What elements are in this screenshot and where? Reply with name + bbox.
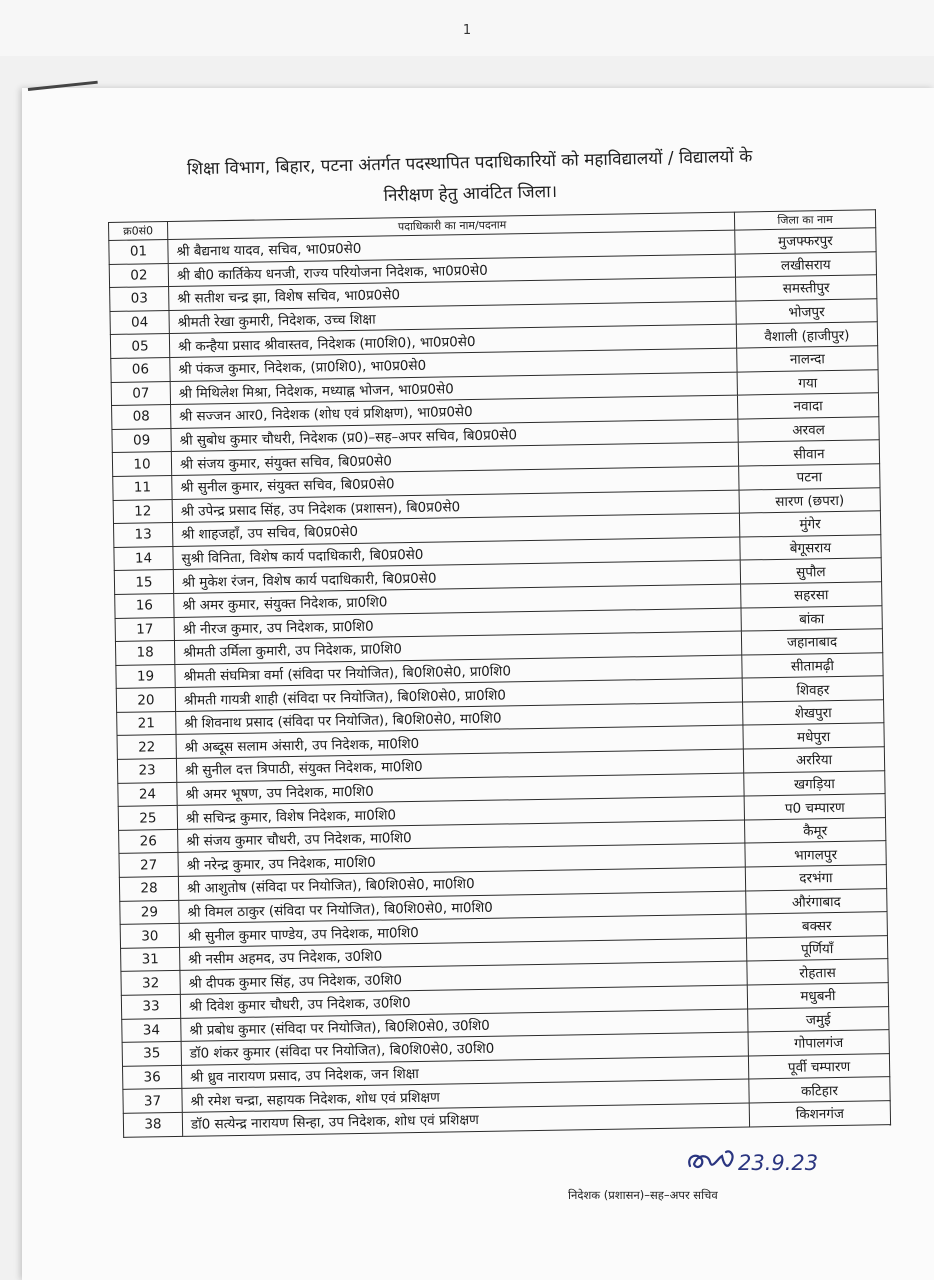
row-district: मुजफ्फरपुर <box>735 228 876 254</box>
row-serial: 06 <box>111 357 170 382</box>
row-officer: श्री सचिन्द्र कुमार, विशेष निदेशक, मा0शि0 <box>177 796 744 829</box>
row-serial: 32 <box>121 971 180 996</box>
row-serial: 26 <box>119 829 178 854</box>
row-district: पटना <box>739 464 880 490</box>
row-serial: 05 <box>110 334 169 359</box>
row-officer: श्री कन्हैया प्रसाद श्रीवास्तव, निदेशक (मा0शि0), भा0प्र0से0 <box>169 324 736 357</box>
row-officer: श्री अमर कुमार, संयुक्त निदेशक, प्रा0शि0 <box>174 584 741 617</box>
row-serial: 01 <box>109 240 168 265</box>
row-officer: श्री रमेश चन्द्रा, सहायक निदेशक, शोध एवं प्रशिक्षण <box>182 1079 749 1112</box>
row-district: लखीसराय <box>735 251 876 277</box>
row-serial: 18 <box>115 641 174 666</box>
row-district: दरभंगा <box>745 865 886 891</box>
row-serial: 30 <box>120 924 179 949</box>
allocation-table <box>108 209 891 1137</box>
row-district: बांका <box>741 605 882 631</box>
row-officer: श्रीमती रेखा कुमारी, निदेशक, उच्च शिक्षा <box>169 301 736 334</box>
row-officer: श्री शिवनाथ प्रसाद (संविदा पर नियोजित), बि0शि0से0, मा0शि0 <box>176 702 743 735</box>
row-serial: 24 <box>118 782 177 807</box>
row-officer: श्री मुकेश रंजन, विशेष कार्य पदाधिकारी, बि0प्र0से0 <box>173 560 740 593</box>
row-district: जहानाबाद <box>741 629 882 655</box>
row-district: अररिया <box>743 747 884 773</box>
row-district: प0 चम्पारण <box>744 794 885 820</box>
row-officer: श्री बैद्यनाथ यादव, सचिव, भा0प्र0से0 <box>168 230 735 263</box>
row-district: बक्सर <box>746 912 887 938</box>
row-district: मधेपुरा <box>743 723 884 749</box>
row-serial: 31 <box>121 947 180 972</box>
row-officer: श्री प्रबोध कुमार (संविदा पर नियोजित), बि0शि0से0, उ0शि0 <box>181 1009 748 1042</box>
row-serial: 14 <box>114 546 173 571</box>
row-district: सीतामढ़ी <box>742 652 883 678</box>
page-number: 1 <box>0 0 934 56</box>
row-officer: डॉ0 सत्येन्द्र नारायण सिन्हा, उप निदेशक, शोध एवं प्रशिक्षण <box>182 1103 749 1136</box>
row-officer: श्री सुनील दत्त त्रिपाठी, संयुक्त निदेशक, मा0शि0 <box>176 749 743 782</box>
row-district: खगड़िया <box>744 770 885 796</box>
row-serial: 08 <box>112 405 171 430</box>
row-officer: श्री नीरज कुमार, उप निदेशक, प्रा0शि0 <box>174 608 741 641</box>
row-district: गोपालगंज <box>748 1030 889 1056</box>
row-serial: 36 <box>122 1065 181 1090</box>
allocation-table-wrapper <box>108 209 891 1137</box>
row-serial: 11 <box>113 475 172 500</box>
row-officer: श्री सुनील कुमार पाण्डेय, उप निदेशक, मा0शि0 <box>179 914 746 947</box>
row-serial: 37 <box>123 1089 182 1114</box>
row-officer: श्री दिवेश कुमार चौधरी, उप निदेशक, उ0शि0 <box>180 985 747 1018</box>
title-line-2: निरीक्षण हेतु आवंटित जिला। <box>383 182 558 206</box>
row-officer: श्री अब्दूस सलाम अंसारी, उप निदेशक, मा0शि0 <box>176 726 743 759</box>
row-serial: 22 <box>117 735 176 760</box>
row-serial: 13 <box>114 523 173 548</box>
row-officer: श्री बी0 कार्तिकेय धनजी, राज्य परियोजना निदेशक, भा0प्र0से0 <box>168 254 735 287</box>
row-district: औरंगाबाद <box>746 888 887 914</box>
row-serial: 28 <box>119 876 178 901</box>
row-serial: 03 <box>110 287 169 312</box>
row-district: अरवल <box>738 416 879 442</box>
row-serial: 35 <box>122 1042 181 1067</box>
row-officer: श्रीमती संघमित्रा वर्मा (संविदा पर नियोजित), बि0शि0से0, प्रा0शि0 <box>175 655 742 688</box>
signature-date: 23.9.23 <box>738 1151 819 1175</box>
row-district: भोजपुर <box>736 299 877 325</box>
row-officer: श्री सतीश चन्द्र झा, विशेष सचिव, भा0प्र0से0 <box>169 277 736 310</box>
row-district: सीवान <box>738 440 879 466</box>
row-serial: 09 <box>112 428 171 453</box>
row-officer: श्री अमर भूषण, उप निदेशक, मा0शि0 <box>177 773 744 806</box>
row-serial: 23 <box>117 759 176 784</box>
row-officer: श्री ध्रुव नारायण प्रसाद, उप निदेशक, जन शिक्षा <box>181 1056 748 1089</box>
row-officer: श्री शाहजहाँ, उप सचिव, बि0प्र0से0 <box>172 513 739 546</box>
row-serial: 04 <box>110 310 169 335</box>
row-officer: श्री विमल ठाकुर (संविदा पर नियोजित), बि0शि0से0, मा0शि0 <box>179 891 746 924</box>
row-district: सहरसा <box>741 582 882 608</box>
row-officer: श्री सज्जन आर0, निदेशक (शोध एवं प्रशिक्षण), भा0प्र0से0 <box>171 395 738 428</box>
row-serial: 02 <box>109 263 168 288</box>
row-district: सुपौल <box>740 558 881 584</box>
row-officer: श्री नसीम अहमद, उप निदेशक, उ0शि0 <box>180 938 747 971</box>
row-district: पूर्णियाँ <box>746 935 887 961</box>
row-serial: 29 <box>120 900 179 925</box>
row-district: जमुई <box>748 1006 889 1032</box>
title-line-1: शिक्षा विभाग, बिहार, पटना अंतर्गत पदस्थापित पदाधिकारियों को महाविद्यालयों / विद्यालयों के <box>186 146 753 180</box>
row-officer: श्री सुबोध कुमार चौधरी, निदेशक (प्र0)–सह–अपर सचिव, बि0प्र0से0 <box>171 419 738 452</box>
row-officer: श्री नरेन्द्र कुमार, उप निदेशक, मा0शि0 <box>178 843 745 876</box>
row-officer: श्री पंकज कुमार, निदेशक, (प्रा0शि0), भा0प्र0से0 <box>170 348 737 381</box>
signature <box>684 1140 854 1180</box>
row-serial: 27 <box>119 853 178 878</box>
signatory-designation: निदेशक (प्रशासन)–सह–अपर सचिव <box>568 1188 718 1202</box>
header-district: जिला का नाम <box>734 210 875 230</box>
row-serial: 16 <box>115 593 174 618</box>
row-serial: 15 <box>114 570 173 595</box>
row-serial: 12 <box>113 499 172 524</box>
row-district: किशनगंज <box>749 1101 890 1127</box>
row-district: नवादा <box>737 393 878 419</box>
row-officer: श्री दीपक कुमार सिंह, उप निदेशक, उ0शि0 <box>180 961 747 994</box>
row-serial: 10 <box>112 452 171 477</box>
row-serial: 33 <box>121 994 180 1019</box>
row-district: गया <box>737 369 878 395</box>
row-district: शिवहर <box>742 676 883 702</box>
row-district: भागलपुर <box>745 841 886 867</box>
row-district: समस्तीपुर <box>736 275 877 301</box>
row-officer: श्री सुनील कुमार, संयुक्त सचिव, बि0प्र0से0 <box>172 466 739 499</box>
row-officer: श्री संजय कुमार चौधरी, उप निदेशक, मा0शि0 <box>178 820 745 853</box>
row-officer: सुश्री विनिता, विशेष कार्य पदाधिकारी, बि0प्र0से0 <box>173 537 740 570</box>
header-serial: क्र0सं0 <box>109 222 168 241</box>
table-body <box>109 228 891 1137</box>
row-officer: श्री उपेन्द्र प्रसाद सिंह, उप निदेशक (प्रशासन), बि0प्र0से0 <box>172 490 739 523</box>
row-officer: श्रीमती गायत्री शाही (संविदा पर नियोजित), बि0शि0से0, प्रा0शि0 <box>175 678 742 711</box>
row-district: पूर्वी चम्पारण <box>748 1053 889 1079</box>
row-serial: 38 <box>123 1112 182 1137</box>
row-district: कटिहार <box>749 1077 890 1103</box>
row-district: बेगूसराय <box>740 534 881 560</box>
row-district: शेखपुरा <box>743 700 884 726</box>
row-district: नालन्दा <box>737 346 878 372</box>
row-serial: 34 <box>122 1018 181 1043</box>
row-serial: 07 <box>111 381 170 406</box>
row-district: रोहतास <box>747 959 888 985</box>
row-serial: 25 <box>118 806 177 831</box>
row-officer: श्री आशुतोष (संविदा पर नियोजित), बि0शि0से0, मा0शि0 <box>178 867 745 900</box>
row-officer: श्री मिथिलेश मिश्रा, निदेशक, मध्याह्न भोजन, भा0प्र0से0 <box>170 372 737 405</box>
row-serial: 20 <box>116 688 175 713</box>
row-serial: 19 <box>116 664 175 689</box>
row-officer: डॉ0 शंकर कुमार (संविदा पर नियोजित), बि0शि0से0, उ0शि0 <box>181 1032 748 1065</box>
row-district: कैमूर <box>745 818 886 844</box>
row-officer: श्रीमती उर्मिला कुमारी, उप निदेशक, प्रा0शि0 <box>174 631 741 664</box>
header-officer: पदाधिकारी का नाम/पदनाम <box>168 212 735 239</box>
row-district: मुंगेर <box>739 511 880 537</box>
row-officer: श्री संजय कुमार, संयुक्त सचिव, बि0प्र0से0 <box>171 442 738 475</box>
row-district: वैशाली (हाजीपुर) <box>736 322 877 348</box>
row-serial: 21 <box>117 711 176 736</box>
row-serial: 17 <box>115 617 174 642</box>
row-district: मधुबनी <box>747 983 888 1009</box>
row-district: सारण (छपरा) <box>739 487 880 513</box>
